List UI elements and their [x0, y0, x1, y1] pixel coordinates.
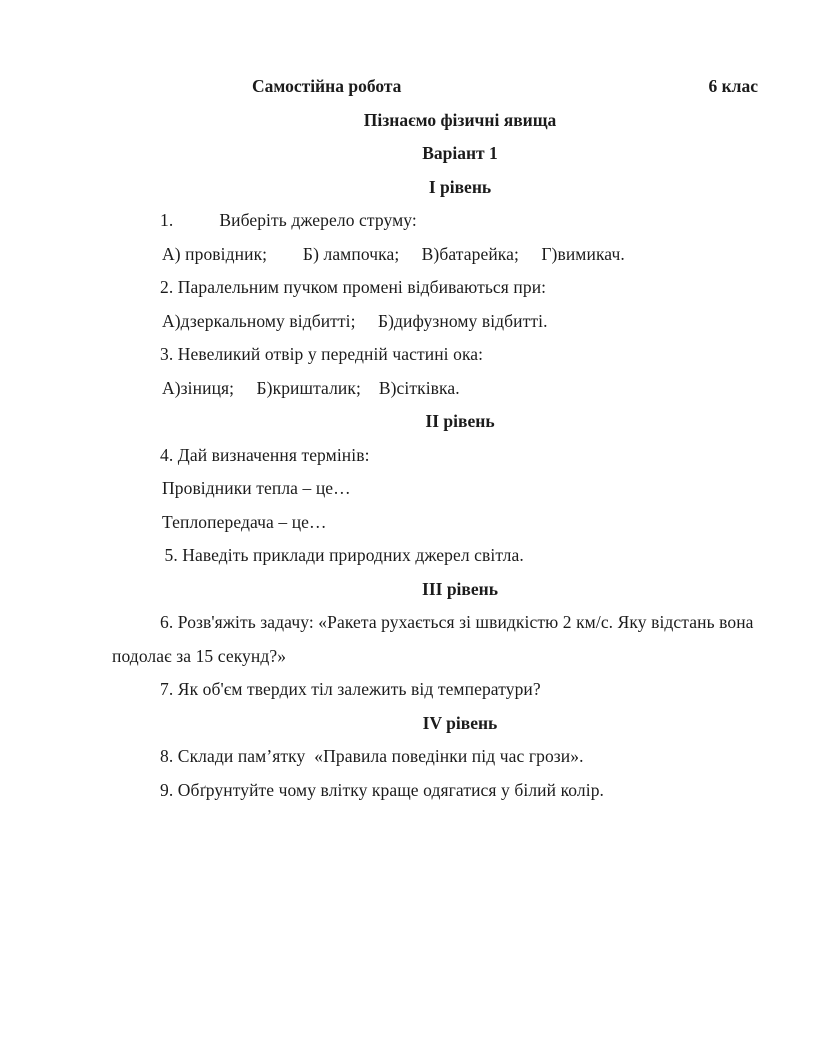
document-header	[112, 70, 760, 104]
variant-label: Варіант 1	[422, 143, 498, 163]
question-8: 8. Склади пам’ятку «Правила поведінки під час грози».	[160, 746, 584, 766]
question-1-options: А) провідник; Б) лампочка; В)батарейка; Г)вимикач.	[162, 243, 625, 264]
question-1-number: 1.	[160, 210, 174, 230]
question-1-text: Виберіть джерело струму:	[219, 210, 417, 230]
question-2-options: А)дзеркальному відбитті; Б)дифузному відбитті.	[162, 310, 548, 331]
question-9: 9. Обґрунтуйте чому влітку краще одягатися у білий колір.	[160, 779, 605, 800]
question-4: 4. Дай визначення термінів:	[160, 444, 370, 465]
level-heading-1: I рівень	[428, 176, 492, 197]
level-heading-2: II рівень	[425, 411, 495, 431]
page-title: Самостійна робота	[252, 76, 402, 96]
question-5: 5. Наведіть приклади природних джерел світла.	[160, 545, 524, 565]
question-6: 6. Розв'яжіть задачу: «Ракета рухається зі швидкістю 2 км/с. Яку відстань вона подолає за 15 секунд?»	[112, 612, 759, 666]
question-1	[112, 204, 760, 238]
document-content	[112, 70, 760, 807]
question-7: 7. Як об'єм твердих тіл залежить від температури?	[160, 679, 541, 699]
question-3: 3. Невеликий отвір у передній частині ока:	[160, 344, 484, 364]
question-4-subline-1: Провідники тепла – це…	[162, 478, 351, 498]
question-3-options: А)зіниця; Б)кришталик; В)сітківка.	[162, 377, 460, 398]
level-heading-4: IV рівень	[422, 712, 498, 733]
grade-label: 6 клас	[708, 76, 758, 96]
question-2: 2. Паралельним пучком промені відбиваються при:	[160, 277, 547, 297]
question-4-subline-2: Теплопередача – це…	[162, 511, 327, 532]
level-heading-3: III рівень	[422, 578, 498, 599]
document-subtitle: Пізнаємо фізичні явища	[363, 109, 557, 130]
